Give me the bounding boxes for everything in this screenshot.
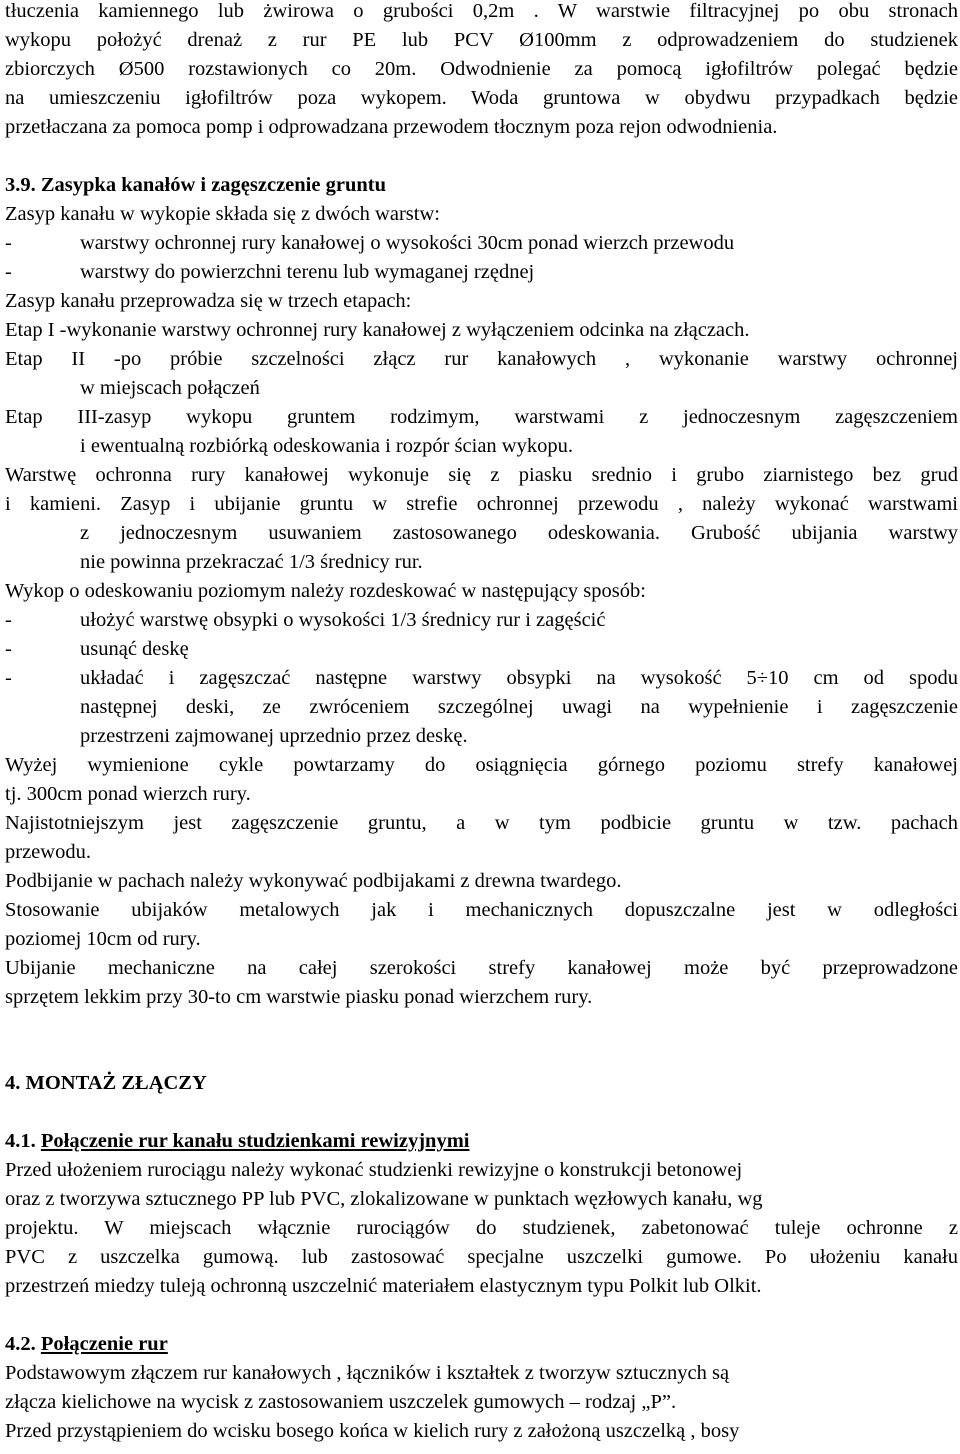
- text-line: Przed przystąpieniem do wcisku bosego końca w kielich rury z założoną uszczelką , bosy: [5, 1420, 740, 1442]
- list-item-text: usunąć deskę: [80, 638, 189, 660]
- list-item: [5, 229, 958, 258]
- text-line: następnej deski, ze zwróceniem szczególnej uwagi na wypełnienie i zagęszczenie: [80, 696, 958, 718]
- list-item-text: warstwy ochronnej rury kanałowej o wysokości 30cm ponad wierzch przewodu: [80, 232, 735, 254]
- list-dash: -: [5, 667, 12, 689]
- text-line: wykopu położyć drenaż z rur PE lub PCV Ø100mm z odprowadzeniem do studzienek: [5, 29, 958, 51]
- list-item-text: warstwy do powierzchni terenu lub wymaganej rzędnej: [80, 261, 535, 283]
- subsection-heading-4-1: [5, 1127, 958, 1156]
- text-line: przestrzeń miedzy tuleją ochronną uszczelnić materiałem elastycznym typu Polkit lub Olkit.: [5, 1275, 762, 1297]
- heading-title: Połączenie rur: [40, 1333, 168, 1355]
- text-line: i kamieni. Zasyp i ubijanie gruntu w strefie ochronnej przewodu , należy wykonać warstwami: [5, 493, 958, 515]
- text-line: projektu. W miejscach włącznie rurociągów do studzienek, zabetonować tuleje ochronne z: [5, 1217, 958, 1239]
- text-line: Przed ułożeniem rurociągu należy wykonać studzienki rewizyjne o konstrukcji betonowej: [5, 1159, 743, 1181]
- list-dash: -: [5, 261, 12, 283]
- text-line: przetłaczana za pomoca pomp i odprowadzana przewodem tłocznym poza rejon odwodnienia.: [5, 116, 778, 138]
- heading-title: Połączenie rur kanału studzienkami rewizyjnymi: [40, 1130, 470, 1152]
- section-heading-3-9: 3.9. Zasypka kanałów i zagęszczenie gruntu: [5, 174, 386, 196]
- text-line: Stosowanie ubijaków metalowych jak i mechanicznych dopuszczalne jest w odległości: [5, 899, 958, 921]
- text-line: sprzętem lekkim przy 30-to cm warstwie piasku ponad wierzchem rury.: [5, 986, 593, 1008]
- text-line: Podbijanie w pachach należy wykonywać podbijakami z drewna twardego.: [5, 870, 622, 892]
- text-line: Ubijanie mechaniczne na całej szerokości strefy kanałowej może być przeprowadzone: [5, 957, 958, 979]
- text-line: przewodu.: [5, 841, 91, 863]
- text-line: Etap I -wykonanie warstwy ochronnej rury kanałowej z wyłączeniem odcinka na złączach.: [5, 319, 750, 341]
- list-item: [5, 635, 958, 664]
- text-line: poziomej 10cm od rury.: [5, 928, 201, 950]
- text-line: i ewentualną rozbiórką odeskowania i rozpór ścian wykopu.: [80, 435, 573, 457]
- text-line: Najistotniejszym jest zagęszczenie gruntu, a w tym podbicie gruntu w tzw. pachach: [5, 812, 958, 834]
- heading-number: 4.2.: [5, 1333, 41, 1355]
- list-dash: -: [5, 232, 12, 254]
- text-line: oraz z tworzywa sztucznego PP lub PVC, zlokalizowane w punktach węzłowych kanału, wg: [5, 1188, 763, 1210]
- list-item: [5, 258, 958, 287]
- text-line: tj. 300cm ponad wierzch rury.: [5, 783, 251, 805]
- section-heading-4: 4. MONTAŻ ZŁĄCZY: [5, 1072, 207, 1094]
- list-dash: -: [5, 609, 12, 631]
- subsection-heading-4-2: [5, 1330, 958, 1359]
- text-line: PVC z uszczelka gumową. lub zastosować specjalne uszczelki gumowe. Po ułożeniu kanału: [5, 1246, 958, 1268]
- text-line: Etap II -po próbie szczelności złącz rur kanałowych , wykonanie warstwy ochronnej: [5, 348, 958, 370]
- list-item: [5, 606, 958, 635]
- text-line: przestrzeni zajmowanej uprzednio przez deskę.: [80, 725, 468, 747]
- text-line: nie powinna przekraczać 1/3 średnicy rur.: [80, 551, 423, 573]
- list-dash: -: [5, 638, 12, 660]
- text-line: Warstwę ochronna rury kanałowej wykonuje się z piasku srednio i grubo ziarnistego bez grud: [5, 464, 958, 486]
- list-item-text: układać i zagęszczać następne warstwy obsypki na wysokość 5÷10 cm od spodu: [80, 667, 958, 689]
- text-line: z jednoczesnym usuwaniem zastosowanego odeskowania. Grubość ubijania warstwy: [80, 522, 958, 544]
- text-line: Podstawowym złączem rur kanałowych , łączników i kształtek z tworzyw sztucznych są: [5, 1362, 730, 1384]
- text-line: zbiorczych Ø500 rozstawionych co 20m. Odwodnienie za pomocą igłofiltrów polegać będzie: [5, 58, 958, 80]
- text-line: Wyżej wymienione cykle powtarzamy do osiągnięcia górnego poziomu strefy kanałowej: [5, 754, 958, 776]
- list-item: [5, 664, 958, 693]
- list-item-text: ułożyć warstwę obsypki o wysokości 1/3 średnicy rur i zagęścić: [80, 609, 606, 631]
- text-line: tłuczenia kamiennego lub żwirowa o grubości 0,2m . W warstwie filtracyjnej po obu stronach: [5, 0, 958, 22]
- text-line: Zasyp kanału w wykopie składa się z dwóch warstw:: [5, 203, 440, 225]
- document-page: [5, 0, 958, 1446]
- text-line: Zasyp kanału przeprowadza się w trzech etapach:: [5, 290, 412, 312]
- text-line: złącza kielichowe na wycisk z zastosowaniem uszczelek gumowych – rodzaj „P”.: [5, 1391, 677, 1413]
- text-line: Etap III-zasyp wykopu gruntem rodzimym, warstwami z jednoczesnym zagęszczeniem: [5, 406, 958, 428]
- heading-number: 4.1.: [5, 1130, 41, 1152]
- text-line: Wykop o odeskowaniu poziomym należy rozdeskować w następujący sposób:: [5, 580, 646, 602]
- text-line: na umieszczeniu igłofiltrów poza wykopem. Woda gruntowa w obydwu przypadkach będzie: [5, 87, 958, 109]
- text-line: w miejscach połączeń: [80, 377, 260, 399]
